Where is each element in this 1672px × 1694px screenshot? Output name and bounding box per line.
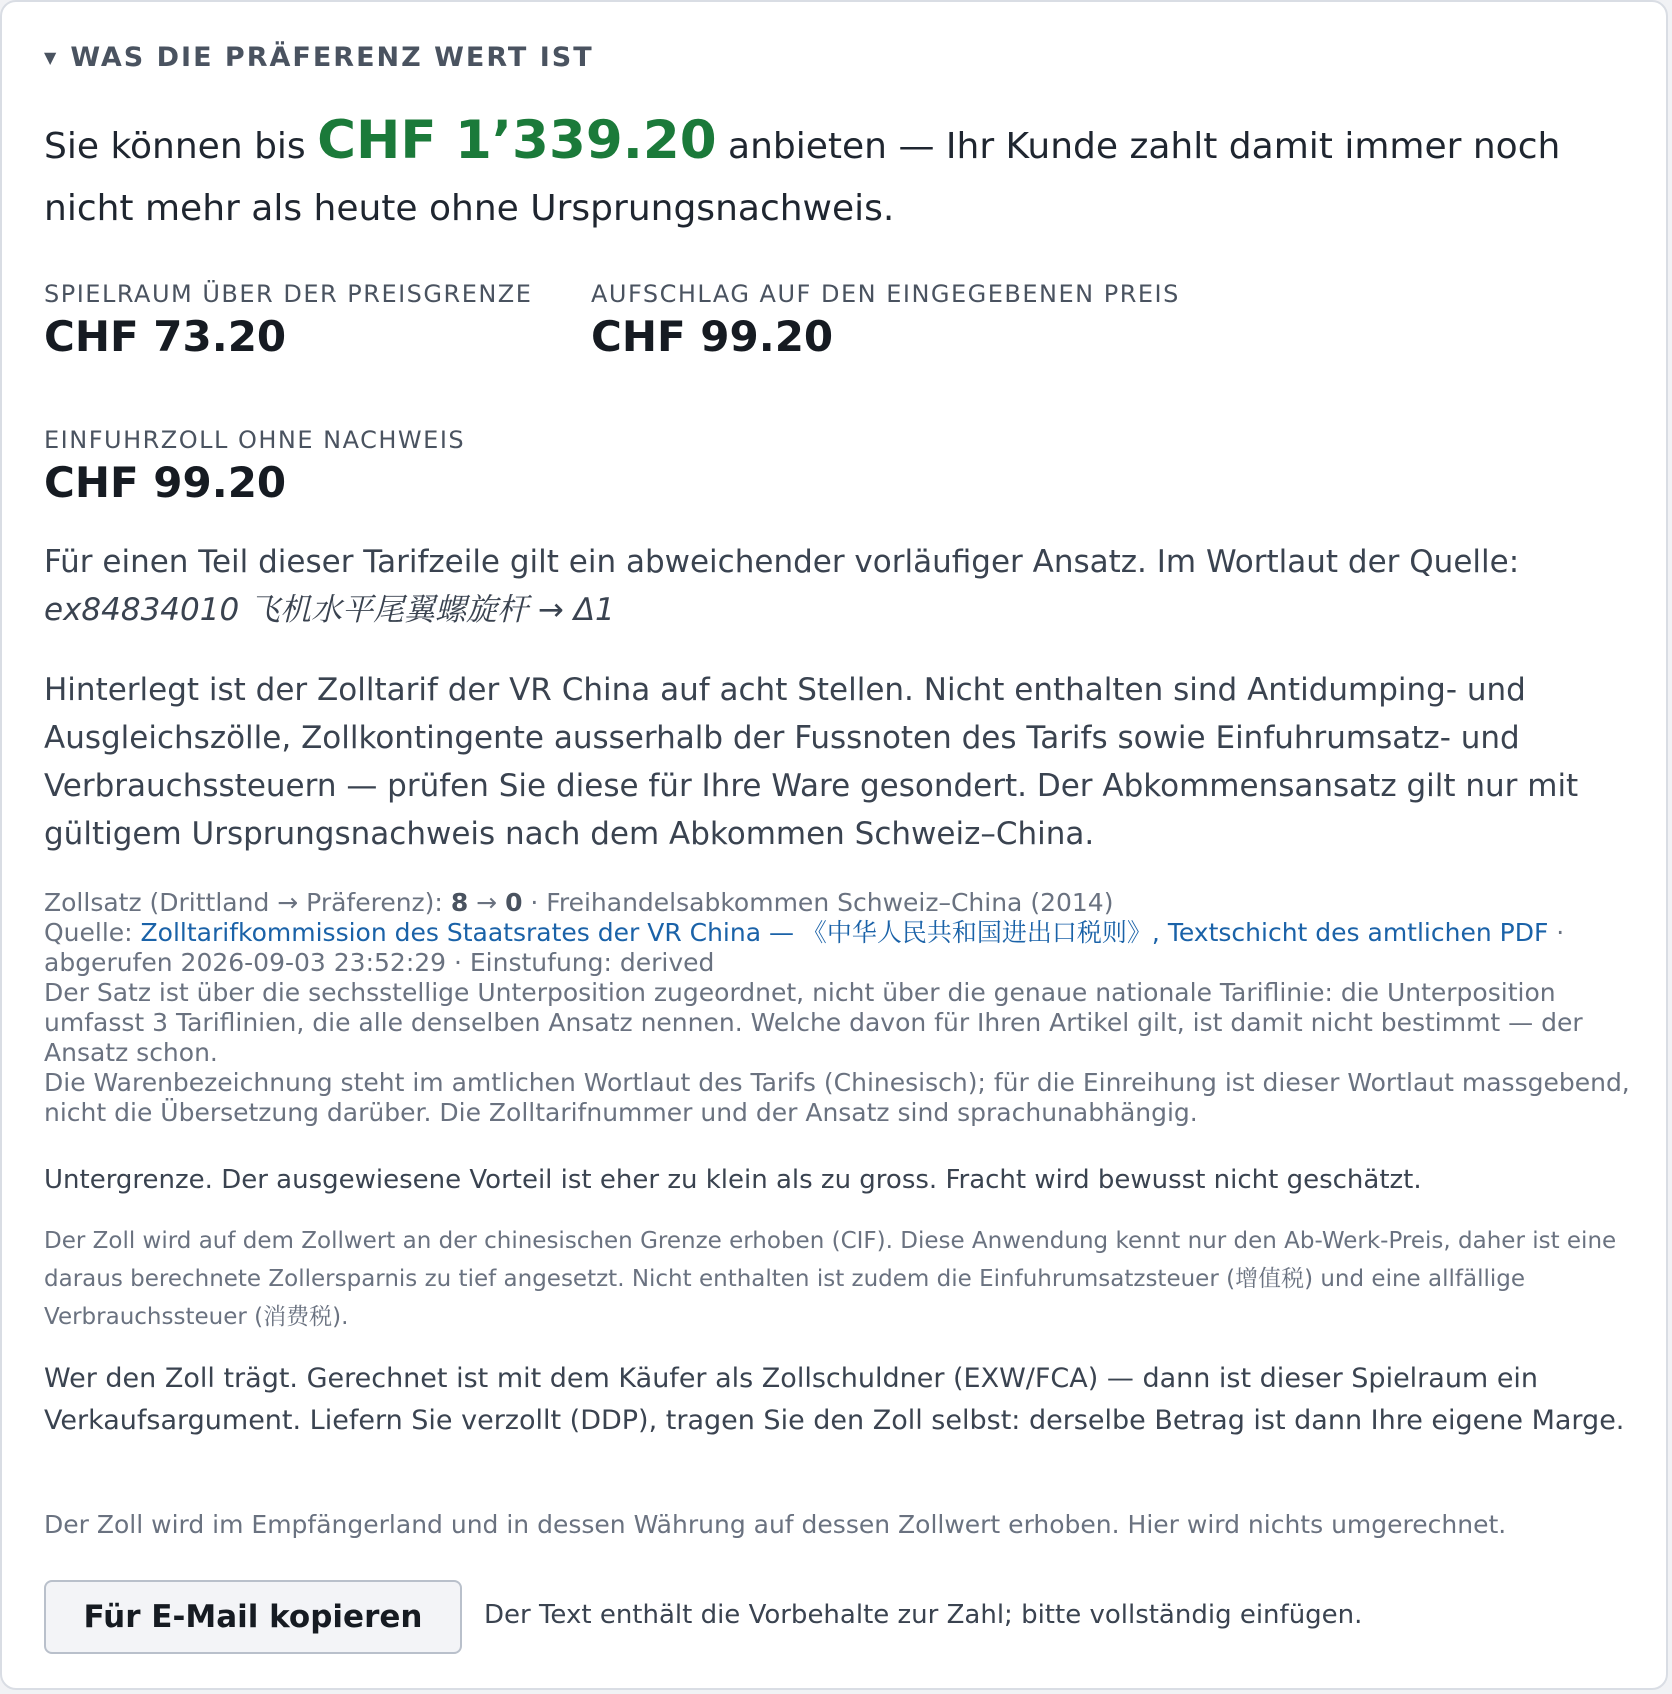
lower-bound-text: Untergrenze. Der ausgewiesene Vorteil ist eher zu klein als zu gross. Fracht wird bewusst nicht geschätzt. bbox=[44, 1165, 1422, 1195]
section-title: WAS DIE PRÄFERENZ WERT IST bbox=[70, 42, 594, 73]
headline bbox=[44, 110, 1644, 240]
metric-price-margin bbox=[44, 280, 532, 361]
provisional-intro: Für einen Teil dieser Tarifzeile gilt ein abweichender vorläufiger Ansatz. Im Wortlaut der Quelle: bbox=[44, 544, 1520, 580]
source-line bbox=[44, 918, 1644, 978]
provisional-rule: ex84834010 飞机水平尾翼螺旋杆 → Δ1 bbox=[44, 592, 615, 628]
metric-surcharge bbox=[591, 280, 1180, 361]
subheading-note: Der Satz ist über die sechsstellige Unterposition zugeordnet, nicht über die genaue nationale Tariflinie: die Unterposition umfasst 3 Tariflinien, die alle denselben Ansatz nennen. Welche davon für Ihren Artikel gilt, ist damit nicht bestimmt — der Ansatz schon. bbox=[44, 978, 1583, 1067]
rate-line bbox=[44, 888, 1644, 918]
agreement: · Freihandelsabkommen Schweiz–China (2014) bbox=[522, 888, 1114, 917]
metric-value: CHF 99.20 bbox=[44, 458, 287, 507]
rate-to: 0 bbox=[505, 888, 523, 917]
rate-label: Zollsatz (Drittland → Präferenz): bbox=[44, 888, 451, 917]
copy-hint: Der Text enthält die Vorbehalte zur Zahl; bitte vollständig einfügen. bbox=[484, 1600, 1363, 1630]
source-meta bbox=[44, 888, 1644, 1128]
language-note: Die Warenbezeichnung steht im amtlichen Wortlaut des Tarifs (Chinesisch); für die Einreihung ist dieser Wortlaut massgebend, nicht die Übersetzung darüber. Die Zolltarifnummer und der Ansatz sind sprachunabhängig. bbox=[44, 1068, 1630, 1127]
headline-before: Sie können bis bbox=[44, 126, 318, 167]
metric-value: CHF 99.20 bbox=[591, 312, 834, 361]
metric-label: EINFUHRZOLL OHNE NACHWEIS bbox=[44, 426, 466, 454]
cif-note: Der Zoll wird auf dem Zollwert an der chinesischen Grenze erhoben (CIF). Diese Anwendung kennt nur den Ab-Werk-Preis, daher ist eine daraus berechnete Zollersparnis zu tief angesetzt. Nicht enthalten ist zudem die Einfuhrumsatzsteuer (增值税) und eine allfällige Verbrauchssteuer (消费税). bbox=[44, 1228, 1617, 1330]
source-label: Quelle: bbox=[44, 918, 141, 947]
caret-down-icon: ▼ bbox=[44, 48, 59, 67]
source-link[interactable]: Zolltarifkommission des Staatsrates der VR China — 《中华人民共和国进出口税则》, Textschicht des amtlichen PDF bbox=[140, 918, 1549, 947]
headline-after: anbieten — Ihr Kunde zahlt damit immer noch nicht mehr als heute ohne Ursprungsnachweis. bbox=[44, 126, 1561, 229]
coverage-text: Hinterlegt ist der Zolltarif der VR China auf acht Stellen. Nicht enthalten sind Antidumping- und Ausgleichszölle, Zollkontingente ausserhalb der Fussnoten des Tarifs sowie Einfuhrumsatz- und Verbrauchssteuern — prüfen Sie diese für Ihre Ware gesondert. Der Abkommensansatz gilt nur mit gültigem Ursprungsnachweis nach dem Abkommen Schweiz–China. bbox=[44, 672, 1579, 852]
who-pays-text: Wer den Zoll trägt. Gerechnet ist mit dem Käufer als Zollschuldner (EXW/FCA) — dann ist dieser Spielraum ein Verkaufsargument. Liefern Sie verzollt (DDP), tragen Sie den Zoll selbst: derselbe Betrag ist dann Ihre eigene Marge. bbox=[44, 1363, 1625, 1436]
metric-value: CHF 73.20 bbox=[44, 312, 287, 361]
copy-for-email-button[interactable]: Für E-Mail kopieren bbox=[44, 1580, 462, 1654]
rate-arrow: → bbox=[468, 888, 506, 917]
provisional-rate-notice bbox=[44, 538, 1644, 634]
retrieved-info: · abgerufen 2026-09-03 23:52:29 · Einstufung: derived bbox=[44, 918, 1565, 977]
rate-from: 8 bbox=[450, 888, 469, 917]
metric-label: SPIELRAUM ÜBER DER PREISGRENZE bbox=[44, 280, 533, 308]
section-toggle[interactable] bbox=[44, 42, 594, 73]
headline-amount: CHF 1’339.20 bbox=[317, 110, 717, 171]
metric-label: AUFSCHLAG AUF DEN EINGEGEBENEN PREIS bbox=[591, 280, 1180, 308]
metric-import-duty bbox=[44, 426, 465, 507]
currency-note: Der Zoll wird im Empfängerland und in dessen Währung auf dessen Zollwert erhoben. Hier wird nichts umgerechnet. bbox=[44, 1510, 1507, 1539]
